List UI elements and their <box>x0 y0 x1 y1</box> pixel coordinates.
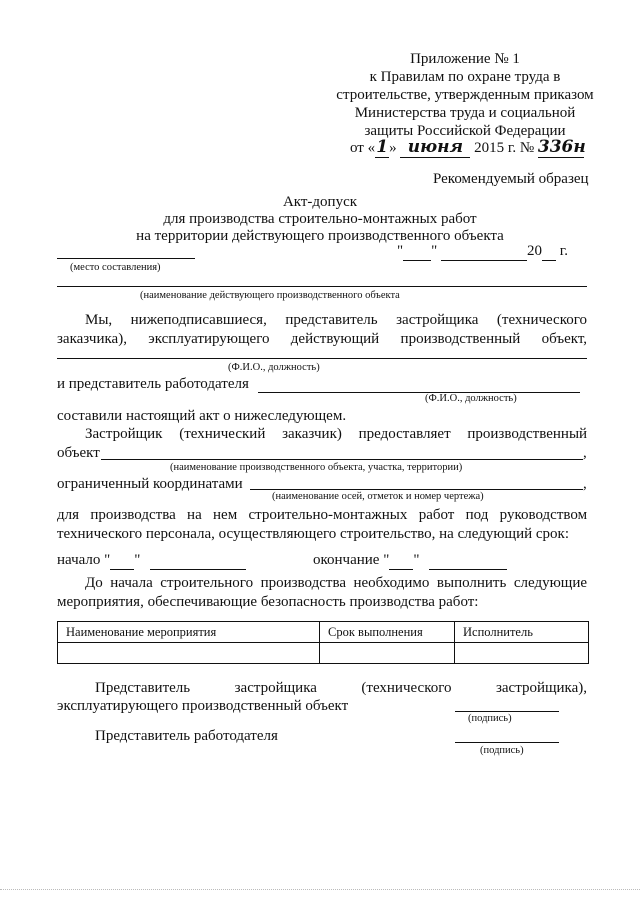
limited-comma: , <box>583 476 587 492</box>
end-date: окончание " " <box>313 552 507 570</box>
appendix-line-4: Министерства труда и социальной <box>354 105 576 121</box>
para1-line-1: Мы, нижеподписавшиеся, представитель застройщика (технического <box>85 312 588 328</box>
sign2-field <box>455 742 559 743</box>
order-day-handwritten: 1 <box>376 137 389 157</box>
para2-line-2: объект <box>57 445 100 461</box>
appendix-line-2: к Правилам по охране труда в <box>369 69 561 85</box>
title-line-2: для производства строительно-монтажных работ <box>163 211 477 227</box>
para4-line-1: До начала строительного производства необходимо выполнить следующие <box>85 575 588 591</box>
date-day-blank <box>403 243 431 261</box>
measures-table <box>57 621 589 664</box>
para4-line-2: мероприятия, обеспечивающие безопасность производства работ: <box>57 594 479 610</box>
title-main: Акт-допуск <box>282 194 358 210</box>
table-cell <box>58 643 320 664</box>
table-row <box>58 643 589 664</box>
compiled-statement: составили настоящий акт о нижеследующем. <box>57 408 347 424</box>
header-measure-name: Наименование мероприятия <box>58 622 320 643</box>
object-site-field <box>101 459 583 460</box>
sign1-field <box>455 711 559 712</box>
date-month-blank <box>441 243 527 261</box>
sign2-caption: (подпись) <box>480 745 524 756</box>
date-year-blank <box>542 243 556 261</box>
appendix-block <box>330 50 600 140</box>
order-date-line: от «1» июня 2015 г. № 336н <box>350 137 586 157</box>
para1-line-2: заказчика), эксплуатирующего действующий производственный объект, <box>57 331 588 347</box>
object-name-field <box>57 286 587 287</box>
para2-comma: , <box>583 445 587 461</box>
scan-edge-line <box>0 889 640 890</box>
employer-rep-field <box>258 392 580 393</box>
limited-label: ограниченный координатами <box>57 476 243 492</box>
fio-caption-1: (Ф.И.О., должность) <box>228 362 320 373</box>
fio-caption-2: (Ф.И.О., должность) <box>425 393 517 404</box>
table-header-row <box>58 622 589 643</box>
sign1-line-2: эксплуатирующего производственный объект <box>57 698 349 714</box>
table-cell <box>320 643 455 664</box>
appendix-line-5: защиты Российской Федерации <box>364 123 566 139</box>
recommended-sample: Рекомендуемый образец <box>433 171 589 187</box>
title-line-3: на территории действующего производственного объекта <box>136 228 504 244</box>
sign1-caption: (подпись) <box>468 713 512 724</box>
appendix-line-3: строительстве, утвержденным приказом <box>336 87 594 103</box>
employer-rep-label: и представитель работодателя <box>57 376 249 392</box>
object-site-caption: (наименование производственного объекта, участка, территории) <box>170 462 463 473</box>
sign1-line-1: Представитель застройщика (технического застройщика), <box>95 680 588 696</box>
start-date: начало " " <box>57 552 246 570</box>
coordinates-field <box>250 489 583 490</box>
date-field: " " 20 г. <box>397 243 568 259</box>
appendix-title: Приложение № 1 <box>410 51 520 67</box>
para3-line-1: для производства на нем строительно-монтажных работ под руководством <box>57 507 588 523</box>
axes-caption: (наименование осей, отметок и номер чертежа) <box>272 491 484 502</box>
participant-fio-field <box>57 358 587 359</box>
order-month-handwritten: июня <box>400 137 470 158</box>
sign2-label: Представитель работодателя <box>95 728 278 744</box>
place-field <box>57 258 195 259</box>
table-cell <box>455 643 589 664</box>
header-deadline: Срок выполнения <box>320 622 455 643</box>
place-caption: (место составления) <box>70 262 161 273</box>
object-name-caption: (наименование действующего производственного объекта <box>140 290 400 301</box>
header-executor: Исполнитель <box>455 622 589 643</box>
document-title <box>80 194 560 245</box>
para2-line-1: Застройщик (технический заказчик) предоставляет производственный <box>85 426 588 442</box>
para3-line-2: технического персонала, осуществляющего строительство, на следующий срок: <box>57 526 569 542</box>
order-number-handwritten: 336н <box>537 137 586 157</box>
